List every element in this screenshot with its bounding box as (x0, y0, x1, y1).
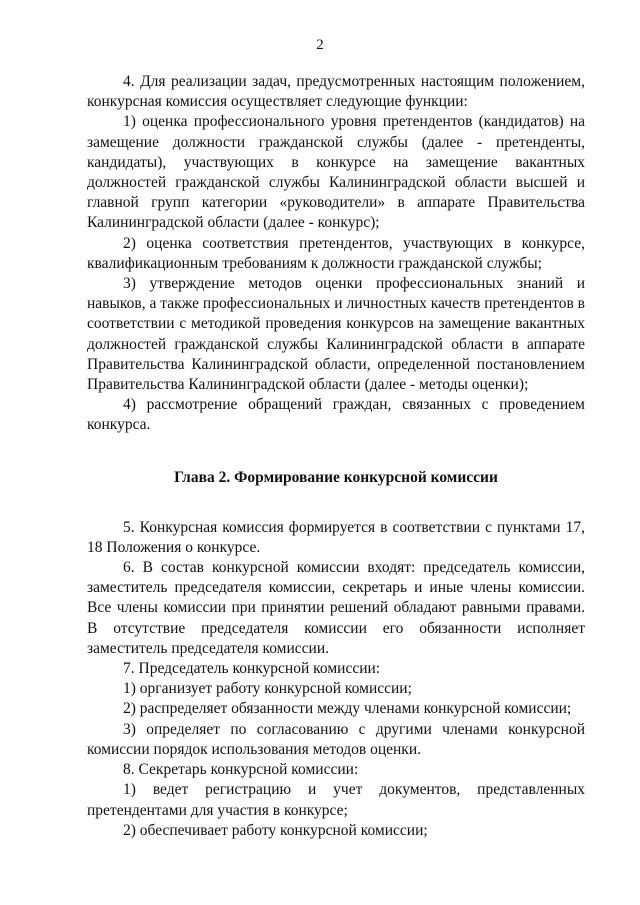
paragraph-7: 7. Председатель конкурсной комиссии: (123, 660, 381, 678)
paragraph-7-item-2: 2) распределяет обязанности между членами конкурсной комиссии; (123, 700, 572, 718)
paragraph-4-item-3: 3) утверждение методов оценки профессиональных знаний и навыков, а также профессиональных и личностных качеств претендентов в соответствии с методикой проведения конкурсов на замещение вакантных должностей гражданской службы Калининградской области в аппарате Правительства Калининградской области, определенной постановлением Правительства Калининградской области (далее - методы оценки); (87, 275, 585, 394)
paragraph-4-item-4: 4) рассмотрение обращений граждан, связанных с проведением конкурса. (87, 396, 585, 434)
paragraph-8-item-2: 2) обеспечивает работу конкурсной комиссии; (123, 821, 428, 839)
paragraph-6: 6. В состав конкурсной комиссии входят: председатель комиссии, заместитель председателя комиссии, секретарь и иные члены комиссии. Все члены комиссии при принятии решений обладают равными правами. В отсутствие председателя комиссии его обязанности исполняет заместитель председателя комиссии. (87, 559, 585, 657)
paragraph-4-item-2: 2) оценка соответствия претендентов, участвующих в конкурсе, квалификационным требованиям к должности гражданской службы; (87, 234, 585, 272)
paragraph-4: 4. Для реализации задач, предусмотренных настоящим положением, конкурсная комиссия осуществляет следующие функции: (87, 73, 585, 111)
paragraph-5: 5. Конкурсная комиссия формируется в соответствии с пунктами 17, 18 Положения о конкурсе. (87, 518, 585, 556)
paragraph-8-item-1: 1) ведет регистрацию и учет документов, представленных претендентами для участия в конкурсе; (87, 781, 585, 819)
paragraph-8: 8. Секретарь конкурсной комиссии: (123, 761, 359, 779)
page-number: 2 (316, 37, 324, 53)
chapter-heading: Глава 2. Формирование конкурсной комиссии (174, 468, 498, 486)
paragraph-7-item-1: 1) организует работу конкурсной комиссии; (123, 680, 412, 698)
paragraph-4-item-1: 1) оценка профессионального уровня претендентов (кандидатов) на замещение должности гражданской службы (далее - претенденты, кандидаты), участвующих в конкурсе на замещение вакантных должностей гражданской службы Калининградской области высшей и главной групп категории «руководители» в аппарате Правительства Калининградской области (далее - конкурс); (87, 113, 585, 232)
paragraph-7-item-3: 3) определяет по согласованию с другими членами конкурсной комиссии порядок использования методов оценки. (87, 720, 585, 758)
document-body (87, 72, 585, 841)
